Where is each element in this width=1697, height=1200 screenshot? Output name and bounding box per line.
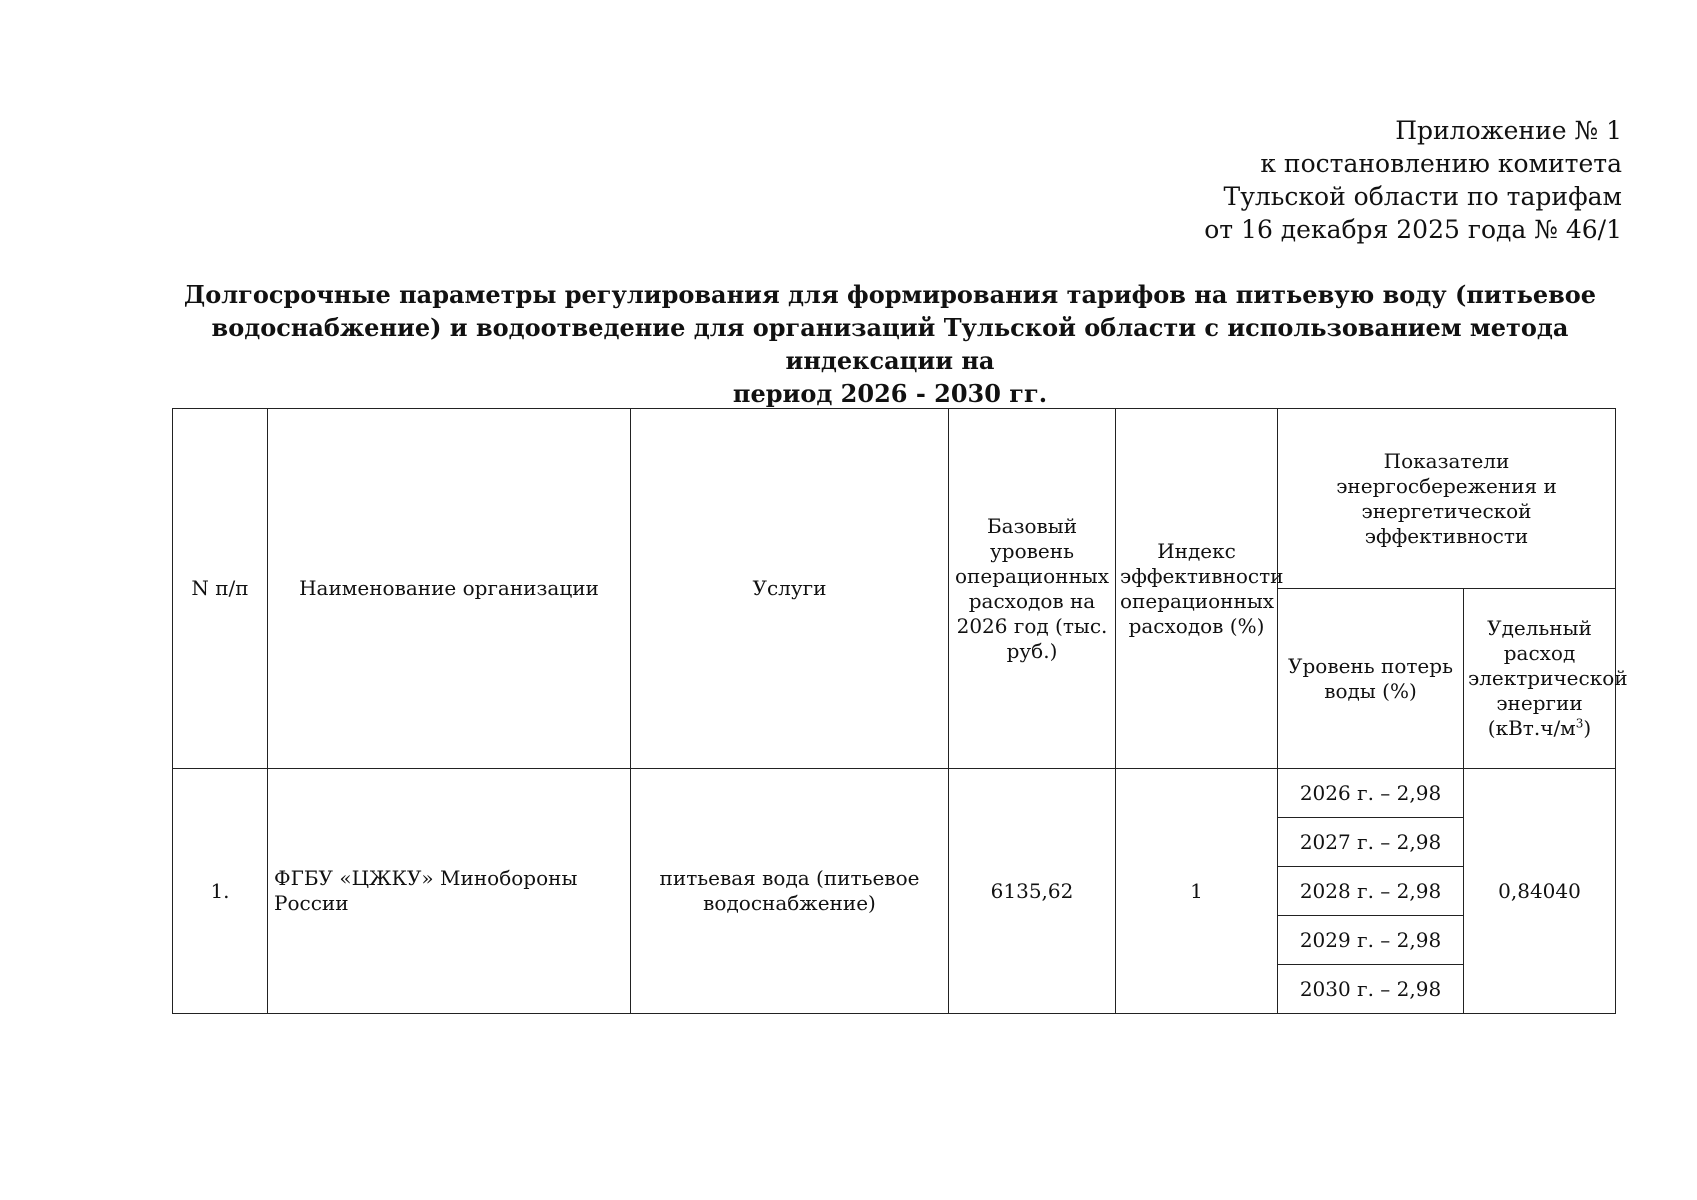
title-line-3: период 2026 - 2030 гг. bbox=[732, 379, 1048, 408]
header-row-1 bbox=[173, 409, 1616, 589]
row-num: 1. bbox=[173, 769, 268, 1014]
row-water-loss-2028: 2028 г. – 2,98 bbox=[1278, 867, 1464, 916]
appendix-number: Приложение № 1 bbox=[1395, 116, 1622, 145]
appendix-ref: к постановлению комитета bbox=[1260, 149, 1622, 178]
document-title bbox=[160, 278, 1620, 410]
parameters-table bbox=[172, 408, 1628, 1014]
header-efficiency-index: Индекс эффективности операционных расходов (%) bbox=[1116, 409, 1278, 769]
row-efficiency-index: 1 bbox=[1116, 769, 1278, 1014]
title-line-1: Долгосрочные параметры регулирования для формирования тарифов на питьевую воду (питьевое bbox=[183, 280, 1597, 309]
row-water-loss-2030: 2030 г. – 2,98 bbox=[1278, 965, 1464, 1014]
title-line-2: водоснабжение) и водоотведение для организаций Тульской области с использованием метода индексации на bbox=[211, 313, 1569, 375]
appendix-header bbox=[1204, 114, 1622, 246]
header-energy-use-sup: 3 bbox=[1575, 716, 1584, 731]
header-energy-use-close: ) bbox=[1583, 716, 1592, 740]
row-service: питьевая вода (питьевое водоснабжение) bbox=[631, 769, 949, 1014]
header-base-opex: Базовый уровень операционных расходов на 2026 год (тыс. руб.) bbox=[949, 409, 1116, 769]
header-energy-use-text: Удельный расход электрической энергии (кВт.ч/м bbox=[1468, 616, 1628, 740]
header-services: Услуги bbox=[631, 409, 949, 769]
row-org: ФГБУ «ЦЖКУ» Минобороны России bbox=[268, 769, 631, 1014]
header-energy-group: Показатели энергосбережения и энергетической эффективности bbox=[1278, 409, 1616, 589]
table-row bbox=[173, 769, 1616, 818]
appendix-committee: Тульской области по тарифам bbox=[1223, 182, 1622, 211]
row-base-opex: 6135,62 bbox=[949, 769, 1116, 1014]
row-water-loss-2026: 2026 г. – 2,98 bbox=[1278, 769, 1464, 818]
row-energy-use: 0,84040 bbox=[1464, 769, 1616, 1014]
appendix-date: от 16 декабря 2025 года № 46/1 bbox=[1204, 215, 1622, 244]
row-water-loss-2027: 2027 г. – 2,98 bbox=[1278, 818, 1464, 867]
header-num: N п/п bbox=[173, 409, 268, 769]
header-org: Наименование организации bbox=[268, 409, 631, 769]
header-energy-use bbox=[1464, 589, 1628, 769]
row-water-loss-2029: 2029 г. – 2,98 bbox=[1278, 916, 1464, 965]
header-water-loss: Уровень потерь воды (%) bbox=[1278, 589, 1464, 769]
